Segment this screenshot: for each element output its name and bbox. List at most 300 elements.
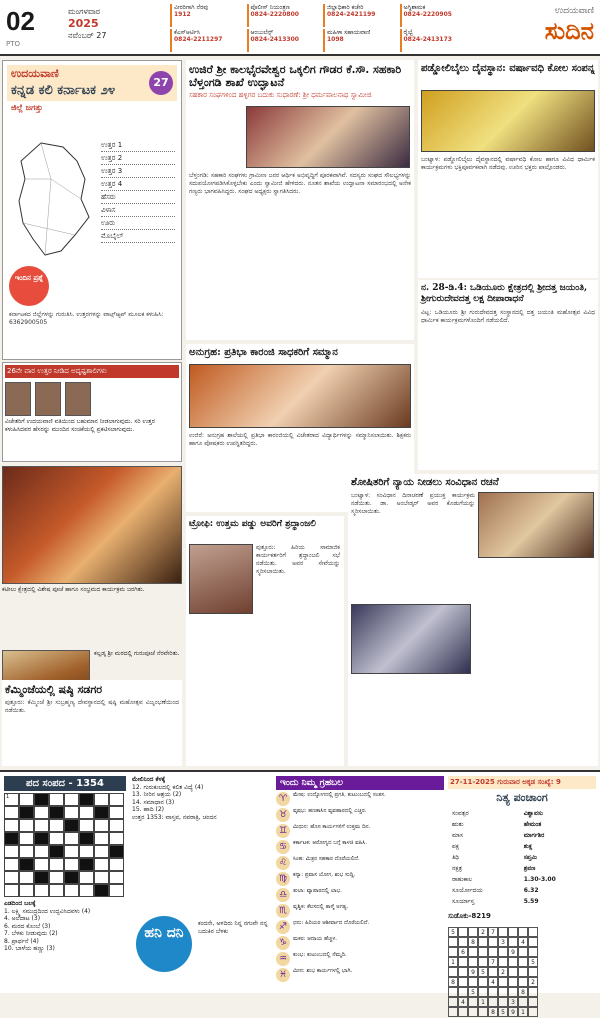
sudoku-cell[interactable] [528, 937, 538, 947]
helpline-item: ವೀರರಿಗಾಗಿ ನೆರವು 1912 [170, 4, 245, 27]
crossword-cell[interactable] [79, 806, 94, 819]
answer-line[interactable]: ಊರು [101, 217, 175, 230]
sudoku-cell[interactable] [448, 997, 458, 1007]
puzzle-section [0, 770, 600, 1016]
crossword-black-cell [109, 845, 124, 858]
winners-header: 26ನೇ ವಾರ ಉತ್ತರ ನೀಡಿದ ಅದೃಷ್ಟಶಾಲಿಗಳು [5, 365, 179, 378]
sudoku-cell[interactable] [478, 957, 488, 967]
helpline-item: ಅಗ್ನಿಶಾಮಕ 0824-2220905 [400, 4, 475, 27]
story-body: ಪುತ್ತೂರು: ಹಿರಿಯ ಸಾಮಾಜಿಕ ಕಾರ್ಯಕರ್ತರಿಗೆ ಶ್ರದ್ಧಾಂಜಲಿ ಸಭೆ ನಡೆಯಿತು. ಅವರ ಸೇವೆಯನ್ನು ಸ್ಮರಿಸಲಾಯಿತು. [256, 544, 340, 575]
horoscope-text: ಮೀನ: ಶುಭ ಕಾರ್ಯಗಳಲ್ಲಿ ಭಾಗಿ. [293, 968, 353, 974]
karnataka-map-icon [11, 139, 97, 259]
winner-photo [5, 382, 31, 416]
crossword-cell[interactable] [19, 832, 34, 845]
zodiac-icon: ♍ [276, 872, 290, 886]
sudoku-cell[interactable]: 1 [478, 997, 488, 1007]
sudoku-cell[interactable]: 3 [498, 937, 508, 947]
crossword-cell[interactable] [34, 884, 49, 897]
zodiac-icon: ♑ [276, 936, 290, 950]
left-sidebar [2, 60, 182, 765]
helpline-strip [170, 4, 474, 52]
sudoku-cell[interactable]: 6 [458, 947, 468, 957]
horoscope-item [276, 792, 444, 806]
crossword-cell[interactable] [94, 858, 109, 871]
helpline-item: ಕೆಎಸ್ಆರ್ಟಿಸಿ 0824-2211297 [170, 29, 245, 52]
sudoku-cell[interactable] [468, 997, 478, 1007]
panchanga-label: ಸೂರ್ಯೋದಯ [452, 887, 483, 894]
crossword-cell[interactable] [19, 871, 34, 884]
crossword-cell[interactable] [109, 793, 124, 806]
horoscope-text: ವೃಷಭ: ಹಣಕಾಸಿನ ವ್ಯವಹಾರದಲ್ಲಿ ಎಚ್ಚರ. [293, 808, 367, 814]
panchanga-label: ಋತು [452, 821, 464, 828]
story-photo [351, 604, 471, 674]
story-photo [189, 364, 411, 428]
panchanga-label: ಸಂವತ್ಸರ [452, 810, 469, 817]
sudoku-cell[interactable]: 2 [528, 977, 538, 987]
sudoku-title: ಸುಡೊಕು-8219 [448, 912, 491, 920]
panchanga-label: ಪಕ್ಷ [452, 843, 460, 850]
sudoku-grid[interactable] [448, 927, 596, 1017]
story-photo [478, 492, 594, 558]
story-photo [246, 106, 410, 168]
sudoku-cell[interactable] [528, 927, 538, 937]
sudoku-cell[interactable] [528, 987, 538, 997]
helpline-item: ಜಿಲ್ಲಾಧಿಕಾರಿ ಕಚೇರಿ 0824-2421199 [323, 4, 398, 27]
crossword-black-cell [19, 806, 34, 819]
story-body: ಬಂಟ್ವಾಳ: ಸಂವಿಧಾನ ದಿನಾಚರಣೆ ಪ್ರಯುಕ್ತ ಕಾರ್ಯಕ್ರಮ ನಡೆಯಿತು. ಡಾ. ಅಂಬೇಡ್ಕರ್ ಅವರ ಕೊಡುಗೆಯನ್ನು ಸ್ಮರಿಸಲಾಯಿತು. [351, 492, 475, 515]
sudoku-cell[interactable] [458, 987, 468, 997]
zodiac-icon: ♐ [276, 920, 290, 934]
photo-caption: ಕಲ್ಲಡ್ಕ ಶ್ರೀ ಮಠದಲ್ಲಿ ಗುರುಪೂಜೆ ನೆರವೇರಿತು. [94, 650, 180, 657]
panchanga-value: ಮಾರ್ಗಶಿರ [523, 832, 545, 839]
panchanga-row [450, 831, 594, 840]
crossword-cell[interactable] [109, 884, 124, 897]
temple-photo [2, 466, 182, 584]
clue: 6. ಮರದ ಕೊಂಬೆ (3) [4, 922, 51, 930]
panchanga-row [450, 853, 594, 862]
sudoku-cell[interactable]: 9 [468, 967, 478, 977]
sudoku-cell[interactable] [458, 1007, 468, 1017]
sudoku-cell[interactable] [458, 977, 468, 987]
sudoku-cell[interactable] [508, 967, 518, 977]
horoscope-item [276, 872, 444, 886]
zodiac-icon: ♈ [276, 792, 290, 806]
panchanga-row [450, 886, 594, 895]
crossword-cell[interactable] [109, 871, 124, 884]
sudoku-cell[interactable]: 8 [518, 987, 528, 997]
story-photo [421, 90, 595, 152]
story-body: ವಿಟ್ಲ: ಒಡಿಯೂರು ಶ್ರೀ ಗುರುದೇವದತ್ತ ಸಂಸ್ಥಾನದಲ್ಲಿ ದತ್ತ ಜಯಂತಿ ಮಹೋತ್ಸವ ವಿವಿಧ ಧಾರ್ಮಿಕ ಕಾರ್ಯಕ್ರಮಗಳೊಂದಿಗೆ ನಡೆಯಲಿದೆ. [421, 309, 595, 324]
clue: 4. ಅಲೆದಾಟ (3) [4, 915, 41, 922]
story-photo [189, 544, 253, 614]
story-tribute [186, 516, 344, 766]
crossword-cell[interactable] [79, 845, 94, 858]
sudoku-cell[interactable] [528, 997, 538, 1007]
sudoku-cell[interactable]: 5 [468, 987, 478, 997]
sudoku-cell[interactable]: 4 [488, 977, 498, 987]
zodiac-icon: ♏ [276, 904, 290, 918]
zodiac-icon: ♎ [276, 888, 290, 902]
horoscope-text: ಕನ್ಯಾ: ಪ್ರವಾಸ ಯೋಗ, ಶುಭ ಸುದ್ದಿ. [293, 872, 356, 878]
crossword-cell[interactable] [49, 858, 64, 871]
story-headline: ಕೆಮ್ಮಿಂಜೆಯಲ್ಲಿ ಷಷ್ಠಿ ಸಡಗರ [5, 683, 103, 696]
story-headline: ಪಡ್ಡೋಲಿಬೈಲು ದೈವಸ್ಥಾನ: ವರ್ಷಾವಧಿ ಕೋಲ ಸಂಪನ್ನ [421, 63, 595, 74]
crossword-cell[interactable] [109, 832, 124, 845]
crossword-cell[interactable]: 1 [4, 793, 19, 806]
weekday: ಮಂಗಳವಾರ [68, 7, 101, 16]
horoscope-text: ಧನು: ಹಿರಿಯರ ಆಶೀರ್ವಾದ ದೊರೆಯಲಿದೆ. [293, 920, 370, 926]
answer-line[interactable]: ಹೆಸರು [101, 191, 175, 204]
crossword-black-cell [79, 832, 94, 845]
sudoku-cell[interactable]: 1 [518, 1007, 528, 1017]
sudoku-cell[interactable] [478, 987, 488, 997]
sudoku-cell[interactable]: 2 [498, 967, 508, 977]
winner-photos [5, 382, 179, 416]
sudoku-cell[interactable]: 5 [498, 1007, 508, 1017]
crossword-title: ಪದ ಸಂಪದ - 1354 [4, 776, 126, 791]
panchanga-label: ತಿಥಿ [452, 854, 460, 861]
sudoku-cell[interactable] [518, 967, 528, 977]
panchanga-value: ವಿಶ್ವಾವಸು [523, 810, 543, 817]
panchanga-value: ಹೇಮಂತ [523, 821, 542, 828]
crossword [4, 776, 126, 897]
panchanga-value: 6.32 [523, 887, 539, 894]
sudoku-cell[interactable]: 4 [518, 937, 528, 947]
crossword-cell[interactable] [34, 858, 49, 871]
clue: 10. ಬಾಳೆಯ ಹಣ್ಣು (3) [4, 945, 55, 952]
horoscope-item [276, 936, 444, 950]
sudoku-cell[interactable] [468, 977, 478, 987]
winners-box [2, 362, 182, 462]
crossword-black-cell [64, 871, 79, 884]
sudoku-cell[interactable] [528, 1007, 538, 1017]
sudoku-cell[interactable] [478, 1007, 488, 1017]
horoscope-list [276, 792, 444, 982]
quiz-box [2, 60, 182, 360]
zodiac-icon: ♊ [276, 824, 290, 838]
panchanga-value: ಶುಕ್ಲ [523, 843, 533, 850]
crossword-cell[interactable] [19, 819, 34, 832]
crossword-cell[interactable] [49, 793, 64, 806]
story-headline: ಟ್ರೋಫಿ: ಉತ್ತಮ ಪಡ್ಡು ಅವರಿಗೆ ಶ್ರದ್ಧಾಂಜಲಿ [189, 519, 316, 529]
story-body: ಬಂಟ್ವಾಳ: ಪಡ್ಡೋಲಿಬೈಲು ದೈವಸ್ಥಾನದಲ್ಲಿ ವರ್ಷಾವಧಿ ಕೋಲ ಹಾಗೂ ವಿವಿಧ ಧಾರ್ಮಿಕ ಕಾರ್ಯಕ್ರಮಗಳು ಭಕ್ತಿಪೂರ್ವಕವಾಗಿ ನಡೆದವು. ಊರಿನ ಭಕ್ತರು ಪಾಲ್ಗೊಂಡರು. [421, 156, 595, 171]
sudoku-cell[interactable] [528, 967, 538, 977]
photo-caption: ಕಟೀಲು ಕ್ಷೇತ್ರದಲ್ಲಿ ವಿಶೇಷ ಪೂಜೆ ಹಾಗೂ ಸಂಭ್ರಮದ ಕಾರ್ಯಕ್ರಮ ಜರಗಿತು. [2, 586, 145, 593]
crossword-cell[interactable] [64, 806, 79, 819]
hani-dani-text: ಕಂದನೇ, ಅಳದಿರು ನಿನ್ನ ನಗುವೇ ನನ್ನ ಬದುಕಿನ ಬೆಳಕು [198, 920, 268, 935]
sudoku-cell[interactable] [458, 937, 468, 947]
winner-photo [65, 382, 91, 416]
sudoku-cell[interactable] [518, 997, 528, 1007]
story-constitution [348, 474, 598, 766]
story-headline: ನ. 28-ಡಿ.4: ಒಡಿಯೂರು ಕ್ಷೇತ್ರದಲ್ಲಿ ಶ್ರೀದತ್ತ ಜಯಂತಿ, ಶ್ರೀಗುರುದೇವದತ್ತ ಲಕ್ಷ ದೀಪಾರಾಧನೆ [421, 283, 588, 304]
crossword-black-cell [34, 793, 49, 806]
sudoku-cell[interactable] [488, 937, 498, 947]
crossword-cell[interactable] [109, 806, 124, 819]
horoscope-item [276, 856, 444, 870]
sudoku-cell[interactable] [448, 947, 458, 957]
crossword-cell[interactable] [4, 884, 19, 897]
sudoku-cell[interactable] [518, 947, 528, 957]
panchanga [448, 776, 596, 1016]
panchanga-row [450, 875, 594, 884]
sudoku-cell[interactable] [488, 987, 498, 997]
crossword-black-cell [34, 871, 49, 884]
brand-logo: ಉದಯವಾಣಿ ಸುದಿನ [544, 6, 594, 45]
crossword-cell[interactable] [19, 884, 34, 897]
sudoku-cell[interactable]: 9 [508, 1007, 518, 1017]
panchanga-row [450, 820, 594, 829]
horoscope [276, 776, 444, 992]
horoscope-text: ಮಕರ: ಆದಾಯ ಹೆಚ್ಚಳ. [293, 936, 338, 942]
panchanga-row [450, 897, 594, 906]
crossword-black-cell [79, 793, 94, 806]
crossword-cell[interactable] [49, 832, 64, 845]
sudoku-cell[interactable] [518, 977, 528, 987]
sudoku-cell[interactable] [468, 957, 478, 967]
crossword-cell[interactable] [34, 806, 49, 819]
sudoku-cell[interactable] [508, 937, 518, 947]
sudoku-cell[interactable] [468, 927, 478, 937]
quiz-instructions: ಕರ್ನಾಟಕದ ಜಿಲ್ಲೆಗಳನ್ನು ಗುರುತಿಸಿ. ಉತ್ತರಗಳನ್ನು ವಾಟ್ಸ್ಆ್ಯಪ್ ಮೂಲಕ ಕಳುಹಿಸಿ: 6362900505 [9, 311, 164, 326]
sudoku-cell[interactable] [478, 977, 488, 987]
sudoku-cell[interactable] [448, 987, 458, 997]
panchanga-row [450, 809, 594, 818]
crossword-cell[interactable] [64, 858, 79, 871]
clue: 7. ಬೆಳಕು ನೀಡುವುದು (2) [4, 930, 58, 937]
sudoku-cell[interactable]: 7 [488, 927, 498, 937]
horoscope-title: ಇಂದು ನಿಮ್ಮ ಗ್ರಹಬಲ [276, 776, 444, 790]
helpline-item: ಪೊಲೀಸ್ ನಿಯಂತ್ರಣ 0824-2220800 [247, 4, 322, 27]
clue: 1. ಲಕ್ಷ್ಮಿ ಸಮುದ್ರದಿಂದ ಉದ್ಭವಿಸಿದವಳು (4) [4, 907, 91, 915]
horoscope-text: ಕುಂಭ: ಕುಟುಂಬದಲ್ಲಿ ನೆಮ್ಮದಿ. [293, 952, 347, 958]
sudoku-cell[interactable]: 2 [478, 927, 488, 937]
crossword-black-cell [19, 858, 34, 871]
page-number: 02 [6, 6, 35, 36]
horoscope-item [276, 904, 444, 918]
sudoku-cell[interactable]: 5 [448, 927, 458, 937]
panchanga-date: 27-11-2025 ಗುರುವಾರ ಅಕ್ಕಡ ಸಂಖ್ಯೆ: 9 [448, 776, 596, 789]
hani-dani-logo: ಹನಿ ದನಿ [136, 916, 192, 972]
crossword-cell[interactable] [94, 832, 109, 845]
crossword-cell[interactable] [4, 858, 19, 871]
panchanga-value: 1.30-3.00 [523, 876, 556, 883]
sudoku-cell[interactable]: 5 [528, 957, 538, 967]
sudoku-cell[interactable] [498, 927, 508, 937]
sudoku-cell[interactable] [508, 987, 518, 997]
crossword-black-cell [49, 845, 64, 858]
crossword-cell[interactable] [4, 871, 19, 884]
masthead [0, 0, 600, 56]
clue: 8. ಪ್ರಾರ್ಥನೆ (4) [4, 937, 39, 945]
crossword-cell[interactable] [94, 871, 109, 884]
crossword-cell[interactable] [109, 819, 124, 832]
sudoku-cell[interactable] [508, 927, 518, 937]
crossword-cell[interactable] [79, 884, 94, 897]
zodiac-icon: ♉ [276, 808, 290, 822]
horoscope-text: ಮಿಥುನ: ಹೊಸ ಕಾರ್ಯಗಳಿಗೆ ಉತ್ತಮ ದಿನ. [293, 824, 371, 830]
crossword-cell[interactable] [64, 845, 79, 858]
sudoku-cell[interactable] [498, 997, 508, 1007]
hani-dani-box [132, 912, 272, 992]
story-paddolibailu [418, 60, 598, 278]
crossword-black-cell [64, 819, 79, 832]
year: 2025 [68, 17, 99, 30]
answer-line[interactable]: ಉತ್ತರ 2 [101, 152, 175, 165]
sudoku-cell[interactable] [498, 977, 508, 987]
sudoku-cell[interactable]: 8 [488, 1007, 498, 1017]
sudoku-cell[interactable]: 1 [448, 957, 458, 967]
date-line: ನವೆಂಬರ್ 27 [68, 31, 107, 40]
clue: ಉತ್ತರ 1353: ವಾಸ್ತವ, ನವರಾತ್ರಿ, ಚಂದನ [132, 813, 217, 821]
horoscope-item [276, 824, 444, 838]
sudoku-cell[interactable] [488, 947, 498, 957]
answer-line[interactable]: ವಿಳಾಸ [101, 204, 175, 217]
crossword-cell[interactable] [94, 845, 109, 858]
story-cooperative-branch [186, 60, 414, 340]
crossword-cell[interactable] [4, 819, 19, 832]
horoscope-text: ಮೇಷ: ಉದ್ಯೋಗದಲ್ಲಿ ಪ್ರಗತಿ, ಕುಟುಂಬದಲ್ಲಿ ಸಂತಸ. [293, 792, 386, 798]
horoscope-text: ಕರ್ಕಾಟಕ: ಆರೋಗ್ಯದ ಬಗ್ಗೆ ಕಾಳಜಿ ವಹಿಸಿ. [293, 840, 368, 846]
sudoku-cell[interactable] [458, 967, 468, 977]
crossword-cell[interactable] [34, 845, 49, 858]
sudoku-cell[interactable] [498, 947, 508, 957]
sudoku-cell[interactable]: 5 [478, 967, 488, 977]
panchanga-row [450, 842, 594, 851]
crossword-black-cell [94, 806, 109, 819]
story-odiyoor [418, 280, 598, 470]
sudoku-cell[interactable] [478, 947, 488, 957]
horoscope-item [276, 968, 444, 982]
clue: 14. ಸಮಾಧಾನ (3) [132, 798, 175, 806]
crossword-black-cell [49, 806, 64, 819]
sudoku-cell[interactable]: 8 [468, 937, 478, 947]
horoscope-text: ತುಲಾ: ವ್ಯಾಪಾರದಲ್ಲಿ ಲಾಭ. [293, 888, 342, 894]
crossword-grid[interactable] [4, 793, 126, 897]
crossword-cell[interactable] [19, 845, 34, 858]
crossword-black-cell [94, 884, 109, 897]
date-box [68, 6, 158, 50]
answer-line[interactable]: ಉತ್ತರ 1 [101, 139, 175, 152]
sudoku-cell[interactable] [458, 957, 468, 967]
answer-lines [101, 139, 175, 243]
sudoku-cell[interactable]: 4 [458, 997, 468, 1007]
panchanga-label: ಸೂರ್ಯಾಸ್ತ [452, 898, 475, 905]
sudoku-cell[interactable] [448, 967, 458, 977]
horoscope-item [276, 808, 444, 822]
sudoku-cell[interactable] [508, 957, 518, 967]
panchanga-label: ಮಾಸ [452, 832, 464, 839]
panchanga-label: ನಕ್ಷತ್ರ [452, 865, 463, 872]
sudoku-cell[interactable] [448, 937, 458, 947]
horoscope-item [276, 840, 444, 854]
clue: 13. ನೀರಿನ ಆಶ್ರಯ (2) [132, 791, 182, 798]
panchanga-value: 5.59 [523, 898, 539, 905]
horoscope-text: ಸಿಂಹ: ಮಿತ್ರರ ಸಹಕಾರ ದೊರೆಯಲಿದೆ. [293, 856, 360, 862]
panchanga-value: ಶ್ರವಣ [523, 865, 536, 872]
story-body: ಬೆಳ್ತಂಗಡಿ: ಸಹಕಾರಿ ಸಂಘಗಳು ಗ್ರಾಮೀಣ ಜನರ ಆರ್ಥಿಕ ಅಭಿವೃದ್ಧಿಗೆ ಪೂರಕವಾಗಿವೆ. ಸದಸ್ಯರು ಸಂಘದ ಸೌಲಭ್ಯಗಳನ್ನು ಸದುಪಯೋಗಪಡಿಸಿಕೊಳ್ಳಬೇಕು ಎಂದು ಸ್ವಾಮೀಜಿ ಹೇಳಿದರು. ನೂತನ ಶಾಖೆಯ ಉದ್ಘಾಟನಾ ಸಮಾರಂಭದಲ್ಲಿ ಅನೇಕ ಗಣ್ಯರು ಭಾಗವಹಿಸಿದ್ದರು. ಸಂಘದ ಅಧ್ಯಕ್ಷರು ಸ್ವಾಗತಿಸಿದರು. [189, 172, 411, 195]
zodiac-icon: ♒ [276, 952, 290, 966]
sudoku-cell[interactable] [508, 977, 518, 987]
sudoku-cell[interactable] [498, 957, 508, 967]
horoscope-item [276, 888, 444, 902]
clue: 15. ಹಾದಿ (2) [132, 806, 165, 813]
sudoku-cell[interactable]: 9 [508, 947, 518, 957]
zodiac-icon: ♌ [276, 856, 290, 870]
crossword-clues-down: ಮೇಲಿನಿಂದ ಕೆಳಕ್ಕೆ 12. ಗುರುಕುಲದಲ್ಲಿ ಕಲಿತ ವಿದ್ಯೆ (4) 13. ನೀರಿನ ಆಶ್ರಯ (2) 14. ಸಮಾಧಾನ (3) 15. ಹಾದಿ (2) ಉತ್ತರ 1353: ವಾಸ್ತವ, ನವರಾತ್ರಿ, ಚಂದನ [132, 776, 272, 821]
panchanga-label: ರಾಹುಕಾಲ [452, 876, 473, 883]
crossword-cell[interactable] [64, 832, 79, 845]
panchanga-table [448, 807, 596, 908]
crossword-black-cell [4, 832, 19, 845]
crossword-cell[interactable] [79, 819, 94, 832]
zodiac-icon: ♋ [276, 840, 290, 854]
sudoku-cell[interactable]: 3 [508, 997, 518, 1007]
zodiac-icon: ♓ [276, 968, 290, 982]
crossword-cell[interactable] [49, 819, 64, 832]
sudoku-cell[interactable] [478, 937, 488, 947]
story-headline: ಶೋಷಿತರಿಗೆ ನ್ಯಾಯ ನೀಡಲು ಸಂವಿಧಾನ ರಚನೆ [351, 477, 499, 488]
horoscope-item [276, 952, 444, 966]
sudoku-cell[interactable] [498, 987, 508, 997]
helpline-item: ಮಹಿಳಾ ಸಹಾಯವಾಣಿ 1098 [323, 29, 398, 52]
crossword-black-cell [34, 832, 49, 845]
sudoku-cell[interactable] [458, 927, 468, 937]
answer-line[interactable]: ಉತ್ತರ 4 [101, 178, 175, 191]
horoscope-text: ವೃಶ್ಚಿಕ: ಕೆಲಸದಲ್ಲಿ ತಾಳ್ಮೆ ಅಗತ್ಯ. [293, 904, 349, 910]
sudoku-cell[interactable] [468, 947, 478, 957]
crossword-cell[interactable] [19, 793, 34, 806]
story-kemminje [2, 680, 182, 766]
sudoku-cell[interactable]: 7 [488, 957, 498, 967]
crossword-cell[interactable] [4, 806, 19, 819]
crossword-cell[interactable] [79, 871, 94, 884]
crossword-cell[interactable] [49, 884, 64, 897]
crossword-cell[interactable] [94, 793, 109, 806]
crossword-cell[interactable] [94, 819, 109, 832]
crossword-cell[interactable] [4, 845, 19, 858]
crossword-cell[interactable] [49, 871, 64, 884]
question-badge: ಇಂದಿನ ಪ್ರಶ್ನೆ [9, 266, 49, 306]
quiz-title: ಕನ್ನಡ ಕಲಿ ಕರ್ನಾಟಕ ೨೪ [11, 83, 116, 98]
crossword-cell[interactable] [64, 793, 79, 806]
helpline-item: ಆಂಬುಲೆನ್ಸ್ 0824-2413300 [247, 29, 322, 52]
quiz-header: ಉದಯವಾಣಿ ಕನ್ನಡ ಕಲಿ ಕರ್ನಾಟಕ ೨೪ 27 [7, 65, 177, 101]
story-subheadline: ಸಹಕಾರ ಸಂಘಗಳಿಂದ ಹಳ್ಳಿಗರ ಬದುಕು ಸುಧಾರಣೆ: ಶ್ರೀ ಧರ್ಮಪಾಲನಾಥ ಸ್ವಾಮೀಜಿ [189, 91, 372, 99]
sudoku-cell[interactable] [468, 1007, 478, 1017]
crossword-cell[interactable] [109, 858, 124, 871]
sudoku-cell[interactable] [488, 967, 498, 977]
answer-line[interactable]: ಉತ್ತರ 3 [101, 165, 175, 178]
sudoku-cell[interactable] [528, 947, 538, 957]
crossword-cell[interactable] [64, 884, 79, 897]
helpline-item: ರೈಲ್ವೆ 0824-2413173 [400, 29, 475, 52]
answer-line[interactable]: ಮೊಬೈಲ್ [101, 230, 175, 243]
panchanga-row [450, 864, 594, 873]
sudoku-cell[interactable] [488, 997, 498, 1007]
panchanga-title: ನಿತ್ಯ ಪಂಚಾಂಗ [496, 791, 548, 804]
panchanga-value: ಸಪ್ತಮಿ [523, 854, 537, 861]
winner-photo [35, 382, 61, 416]
sudoku-cell[interactable]: 8 [448, 977, 458, 987]
pto-label: PTO [6, 40, 21, 48]
crossword-cell[interactable] [34, 819, 49, 832]
sudoku-cell[interactable] [518, 927, 528, 937]
clue: 12. ಗುರುಕುಲದಲ್ಲಿ ಕಲಿತ ವಿದ್ಯೆ (4) [132, 783, 204, 791]
sudoku-cell[interactable] [518, 957, 528, 967]
story-body: ಪುತ್ತೂರು: ಕೆಮ್ಮಿಂಜೆ ಶ್ರೀ ಸುಬ್ರಹ್ಮಣ್ಯ ದೇವಸ್ಥಾನದಲ್ಲಿ ಷಷ್ಠಿ ಮಹೋತ್ಸವ ವಿಜೃಂಭಣೆಯಿಂದ ನಡೆಯಿತು. [5, 699, 179, 714]
sudoku-cell[interactable] [448, 1007, 458, 1017]
